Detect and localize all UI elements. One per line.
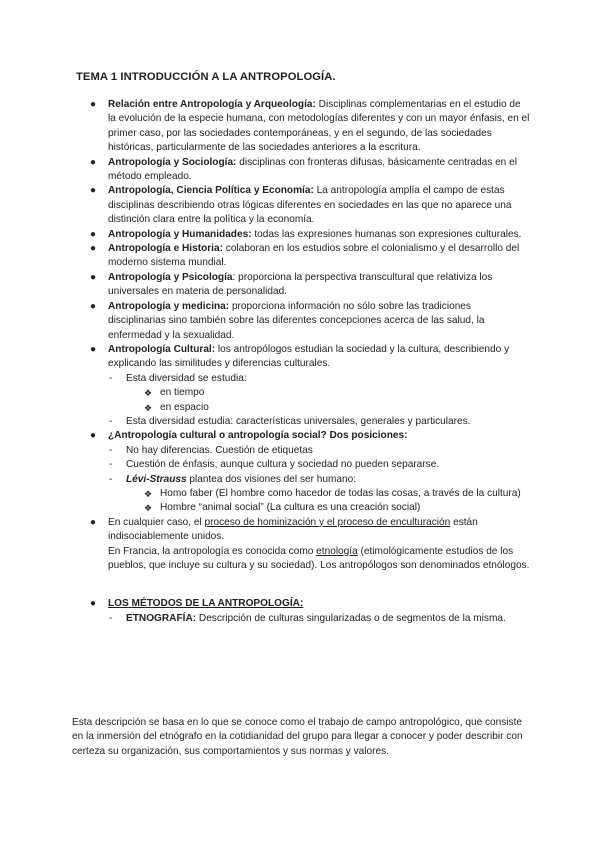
diamond-bullet-icon: ❖ bbox=[144, 388, 153, 399]
dash-icon: - bbox=[109, 473, 113, 485]
dash-icon: - bbox=[109, 612, 113, 624]
bullet-icon: ● bbox=[90, 598, 97, 610]
bullet-icon: ● bbox=[90, 99, 97, 110]
diamond-bullet-icon: ❖ bbox=[144, 503, 153, 514]
dash-icon: - bbox=[109, 459, 113, 471]
sub-sub-item: ❖ en tiempo bbox=[72, 386, 530, 400]
list-item: ● En cualquier caso, el proceso de hominización y el proceso de enculturación están indisociablemente unidos. bbox=[90, 516, 478, 543]
sub-item: - Cuestión de énfasis, aunque cultura y sociedad no pueden separarse. bbox=[72, 458, 530, 472]
sub-sub-item: ❖ en espacio bbox=[72, 401, 530, 415]
bullet-icon: ● bbox=[90, 243, 97, 255]
list-item: ● ¿Antropología cultural o antropología social? Dos posiciones: bbox=[90, 429, 530, 443]
sub-item: - ETNOGRAFÍA: Descripción de culturas singularizadas o de segmentos de la misma. bbox=[72, 612, 530, 626]
list-item: ● Antropología y Humanidades: todas las expresiones humanas son expresiones culturales. bbox=[90, 228, 530, 242]
body-paragraph: Esta descripción se basa en lo que se conoce como el trabajo de campo antropológico, que consiste en la inmersión del etnógrafo en la cotidianidad del grupo para llegar a conocer y poder describir con certeza su organización, sus comportamientos y sus normas y valores. bbox=[72, 717, 523, 757]
list-item: ● Antropología, Ciencia Política y Economía: La antropología amplía el campo de estas disciplinas describiendo otras lógicas diferentes en sociedades en las que no aparece una distinción clara entre la política y la economía. bbox=[90, 185, 512, 226]
bullet-icon: ● bbox=[90, 343, 97, 355]
bullet-icon: ● bbox=[90, 430, 97, 442]
diamond-bullet-icon: ❖ bbox=[144, 488, 153, 499]
page-title: TEMA 1 INTRODUCCIÓN A LA ANTROPOLOGÍA. bbox=[76, 71, 336, 83]
sub-item: - Esta diversidad estudia: características universales, generales y particulares. bbox=[72, 415, 530, 429]
sub-item: - Lévi-Strauss plantea dos visiones del ser humano: bbox=[72, 473, 530, 487]
section-heading: ● LOS MÉTODOS DE LA ANTROPOLOGÍA: bbox=[90, 597, 530, 611]
list-item: ● Antropología y Sociología: disciplinas con fronteras difusas, básicamente centradas en el método empleado. bbox=[90, 156, 517, 183]
bullet-icon: ● bbox=[90, 271, 97, 283]
bullet-icon: ● bbox=[90, 228, 97, 240]
list-item-continuation: En Francia, la antropología es conocida como etnología (etimológicamente estudios de los pueblos, que incluye su cultura y su sociedad). Los antropólogos son denominados etnólogos. bbox=[108, 545, 530, 571]
sub-item: - No hay diferencias. Cuestión de etiquetas bbox=[72, 444, 530, 458]
sub-sub-item: ❖ Hombre “animal social” (La cultura es una creación social) bbox=[72, 501, 530, 515]
list-item: ● Antropología Cultural: los antropólogos estudian la sociedad y la cultura, describiendo y explicando las similitudes y diferencias culturales. bbox=[90, 343, 510, 370]
sub-sub-item: ❖ Homo faber (El hombre como hacedor de todas las cosas, a través de la cultura) bbox=[72, 487, 530, 501]
list-item: ● Antropología y medicina: proporciona información no sólo sobre las tradiciones disciplinarias sino también sobre las diferentes concepciones acerca de las salud, la enfermedad y la sexualidad. bbox=[90, 300, 485, 341]
bullet-icon: ● bbox=[90, 156, 97, 168]
dash-icon: - bbox=[109, 415, 113, 427]
diamond-bullet-icon: ❖ bbox=[144, 402, 153, 413]
topic-list bbox=[90, 98, 530, 626]
list-item: ● Antropología y Psicología: proporciona la perspectiva transcultural que relativiza los universales en materia de personalidad. bbox=[90, 271, 493, 298]
list-item: ● Relación entre Antropología y Arqueología: Disciplinas complementarias en el estudio de la evolución de la especie humana, con metodologías diferentes y con un mayor énfasis, en el primer caso, por las sociedades contemporáneas, y en el segundo, de las sociedades históricas, particularmente de las sociedades anteriores a la escritura. bbox=[90, 99, 530, 154]
bullet-icon: ● bbox=[90, 185, 97, 197]
bullet-icon: ● bbox=[90, 516, 97, 528]
list-item: ● Antropología e Historia: colaboran en los estudios sobre el colonialismo y el desarrollo del moderno sistema mundial. bbox=[90, 243, 520, 269]
bullet-icon: ● bbox=[90, 300, 97, 312]
dash-icon: - bbox=[109, 444, 113, 456]
sub-item: - Esta diversidad se estudia: bbox=[72, 372, 530, 386]
dash-icon: - bbox=[109, 372, 113, 384]
